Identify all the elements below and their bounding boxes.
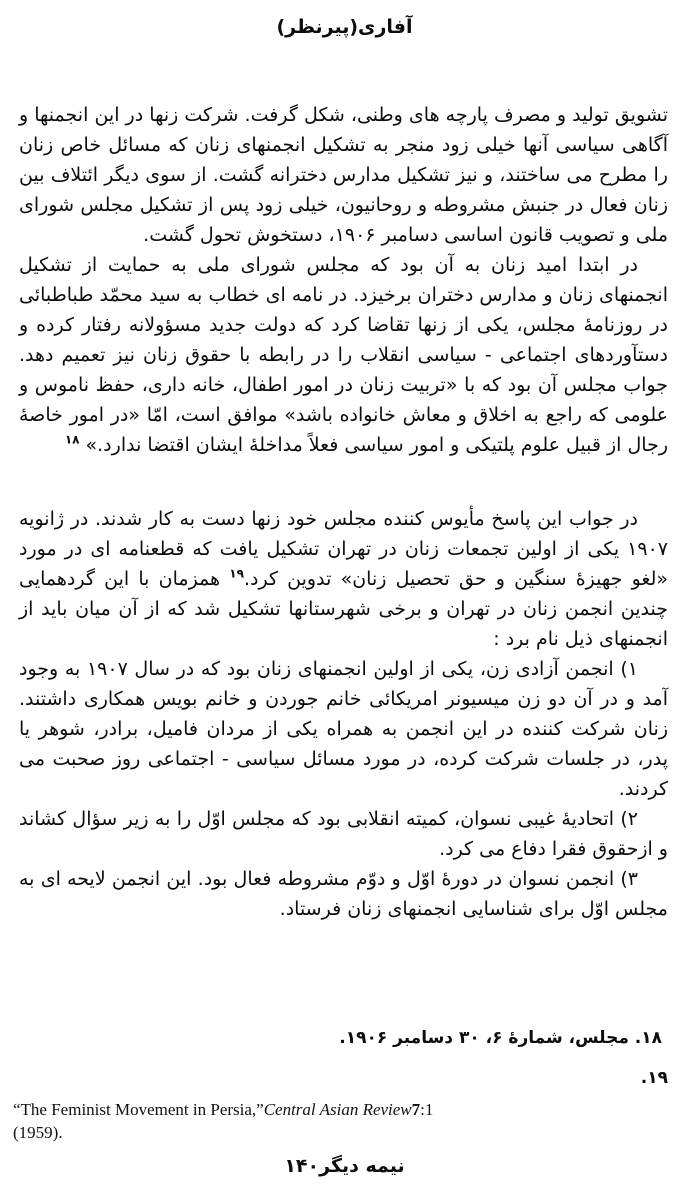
paragraph-2-text: در ابتدا امید زنان به آن بود که مجلس شورای ملی به حمایت از تشکیل انجمنهای زنان و مدارس دختران برخیزد. در نامه ای خطاب به سید محمّد طباطبائی در روزنامهٔ مجلس، یکی از زنها تقاضا کرد که دولت جدید مسؤولانه رفتار کرده و دستآوردهای اجتماعی - سیاسی انقلاب را در رابطه با حقوق زنان نیز تعمیم دهد. جواب مجلس آن بود که با «تربیت زنان در امور اطفال، خانه داری، حفظ ناموس و علومی که راجع به اخلاق و معاش خانواده باشد» موافق است، امّا «در امور خاصهٔ رجال از قبیل علوم پلتیکی و امور سیاسی فعلاً مداخلهٔ ایشان اقتضا ندارد.»	[19, 254, 668, 456]
list-item-2: ۲) اتحادیهٔ غیبی نسوان، کمیته انقلابی بود که مجلس اوّل را به زیر سؤال کشاند و ازحقوق فقرا دفاع می کرد.	[19, 808, 668, 860]
footnote-19-title: “The Feminist Movement in Persia,”	[13, 1100, 264, 1119]
journal-name: نیمه دیگر	[319, 1155, 405, 1177]
running-head: آفاری(پیرنظر)	[276, 16, 413, 38]
body-text	[19, 100, 668, 924]
page-footer	[0, 1155, 689, 1177]
footnote-18: ۱۸. مجلس، شمارهٔ ۶، ۳۰ دسامبر ۱۹۰۶.	[339, 1028, 662, 1048]
footnote-19-issue: :1	[420, 1100, 434, 1119]
list-item-1: ۱) انجمن آزادی زن، یکی از اولین انجمنهای زنان بود که در سال ۱۹۰۷ به وجود آمد و در آن دو زن میسیونر امریکائی خانم جوردن و خانم بویس همکاری داشتند. زنان شرکت کننده در این انجمن به همراه یکی از مردان فامیل، برادر، شوهر یا پدر، در جلسات شرکت کرده، در مورد مسائل سیاسی - اجتماعی روز صحبت می کردند.	[19, 658, 668, 800]
footnote-19-english	[13, 1098, 673, 1144]
paragraph-2	[19, 250, 668, 460]
footnote-19-year: (1959).	[13, 1123, 63, 1142]
paragraph-3-text-before: در جواب این پاسخ مأیوس کننده مجلس خود زنها دست به کار شدند. در ژانویه ۱۹۰۷ یکی از اولین تجمعات زنان در تهران تشکیل یافت که قطعنامه ای در مورد «لغو جهیزهٔ سنگین و حق تحصیل زنان» تدوین کرد.	[19, 508, 668, 590]
paragraph-3-text-after: همزمان با این گردهمایی چندین انجمن زنان در تهران و برخی شهرستانها تشکیل شد که از آن میان باید از انجمنهای ذیل نام برد :	[19, 568, 668, 650]
paragraph-1: تشویق تولید و مصرف پارچه های وطنی، شکل گرفت. شرکت زنها در این انجمنها و آگاهی سیاسی آنها خیلی زود منجر به تشکیل انجمنهای زنان که مسائل خاص زنان را مطرح می ساختند، و نیز تشکیل مدارس دخترانه گشت. از سوی دیگر ائتلاف بین زنان فعال در جنبش مشروطه و روحانیون، خیلی زود پس از تشکیل مجلس شورای ملی و تصویب قانون اساسی دسامبر ۱۹۰۶، دستخوش تحول گشت.	[19, 104, 668, 246]
footnote-19-number: ۱۹.	[640, 1068, 668, 1088]
list-item-3: ۳) انجمن نسوان در دورهٔ اوّل و دوّم مشروطه فعال بود. این انجمن لایحه ای به مجلس اوّل برای شناسایی انجمنهای زنان فرستاد.	[19, 868, 668, 920]
footnote-marker-19: ۱۹	[229, 566, 244, 581]
page-number: ۱۴۰	[284, 1155, 320, 1177]
footnote-19-volume: 7	[411, 1100, 421, 1119]
footnote-marker-18: ۱۸	[64, 432, 80, 447]
footnote-19-journal: Central Asian Review	[263, 1100, 412, 1119]
paragraph-3	[19, 504, 668, 654]
